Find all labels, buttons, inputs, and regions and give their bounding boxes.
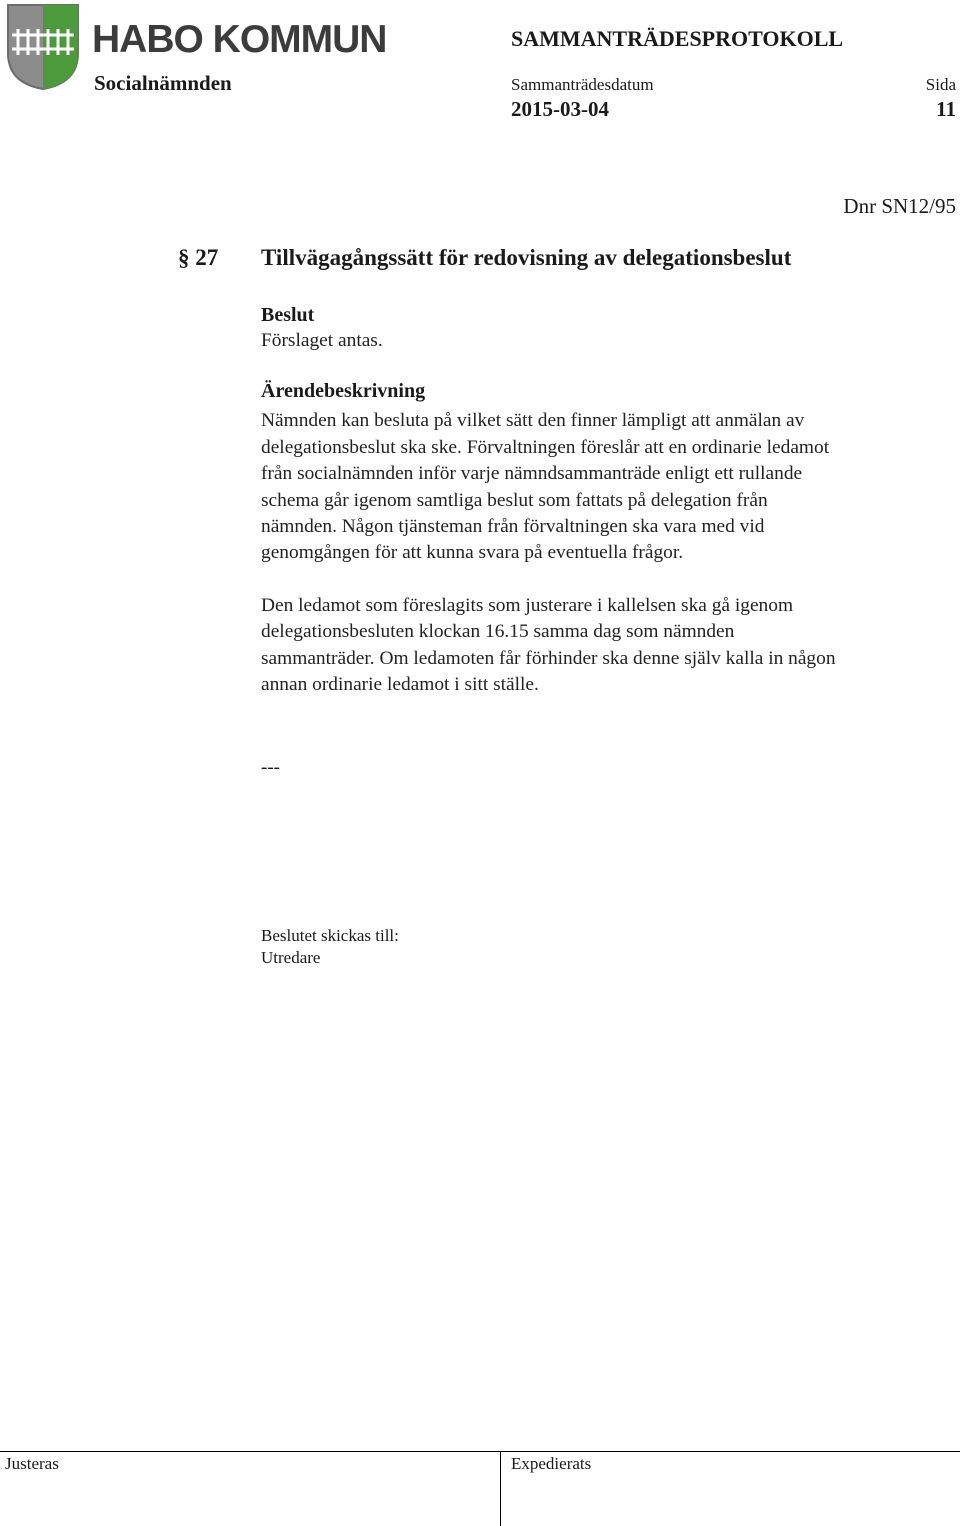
- text-line: delegationsbesluten klockan 16.15 samma dag som nämnden: [261, 621, 735, 643]
- document-type: SAMMANTRÄDESPROTOKOLL: [511, 26, 844, 51]
- text-line: schema går igenom samtliga beslut som fattats på delegation från: [261, 489, 768, 511]
- date-value: 2015-03-04: [511, 97, 609, 121]
- footer-column-divider: [500, 1451, 501, 1526]
- diarie-number: Dnr SN12/95: [843, 194, 956, 218]
- text-line: nämnden. Någon tjänsteman från förvaltningen ska vara med vid: [261, 516, 765, 538]
- footer-expedierats-label: Expedierats: [511, 1454, 592, 1473]
- description-heading: Ärendebeskrivning: [261, 380, 426, 403]
- section-title: Tillvägagångssätt för redovisning av delegationsbeslut: [261, 245, 792, 270]
- text-line: genomgången för att kunna svara på eventuella frågor.: [261, 542, 684, 564]
- separator: ---: [261, 757, 280, 778]
- date-label: Sammanträdesdatum: [511, 75, 654, 94]
- department-name: Socialnämnden: [94, 71, 232, 95]
- text-line: delegationsbeslut ska ske. Förvaltningen föreslår att en ordinarie ledamot: [261, 436, 830, 458]
- description-paragraph-2: [261, 593, 951, 699]
- distribution-recipient: Utredare: [261, 948, 321, 967]
- text-line: sammanträder. Om ledamoten får förhinder ska denne själv kalla in någon: [261, 647, 836, 669]
- page-number: 11: [936, 97, 956, 121]
- distribution-label: Beslutet skickas till:: [261, 926, 399, 945]
- decision-text: Förslaget antas.: [261, 330, 383, 351]
- text-line: annan ordinarie ledamot i sitt ställe.: [261, 674, 539, 696]
- decision-heading: Beslut: [261, 304, 315, 326]
- footer-divider: [0, 1451, 960, 1452]
- footer-justeras-label: Justeras: [5, 1454, 59, 1473]
- shield-icon: [6, 3, 80, 91]
- document-body: [261, 302, 951, 698]
- section-number: § 27: [178, 245, 219, 270]
- text-line: Den ledamot som föreslagits som justerare i kallelsen ska gå igenom: [261, 594, 794, 616]
- description-paragraph-1: [261, 408, 951, 566]
- page-label: Sida: [925, 75, 956, 94]
- coat-of-arms-logo: [6, 3, 80, 91]
- text-line: från socialnämnden inför varje nämndsammanträde enligt ett rullande: [261, 463, 803, 485]
- text-line: Nämnden kan besluta på vilket sätt den finner lämpligt att anmälan av: [261, 410, 805, 432]
- municipality-brand: HABO KOMMUN: [92, 18, 387, 61]
